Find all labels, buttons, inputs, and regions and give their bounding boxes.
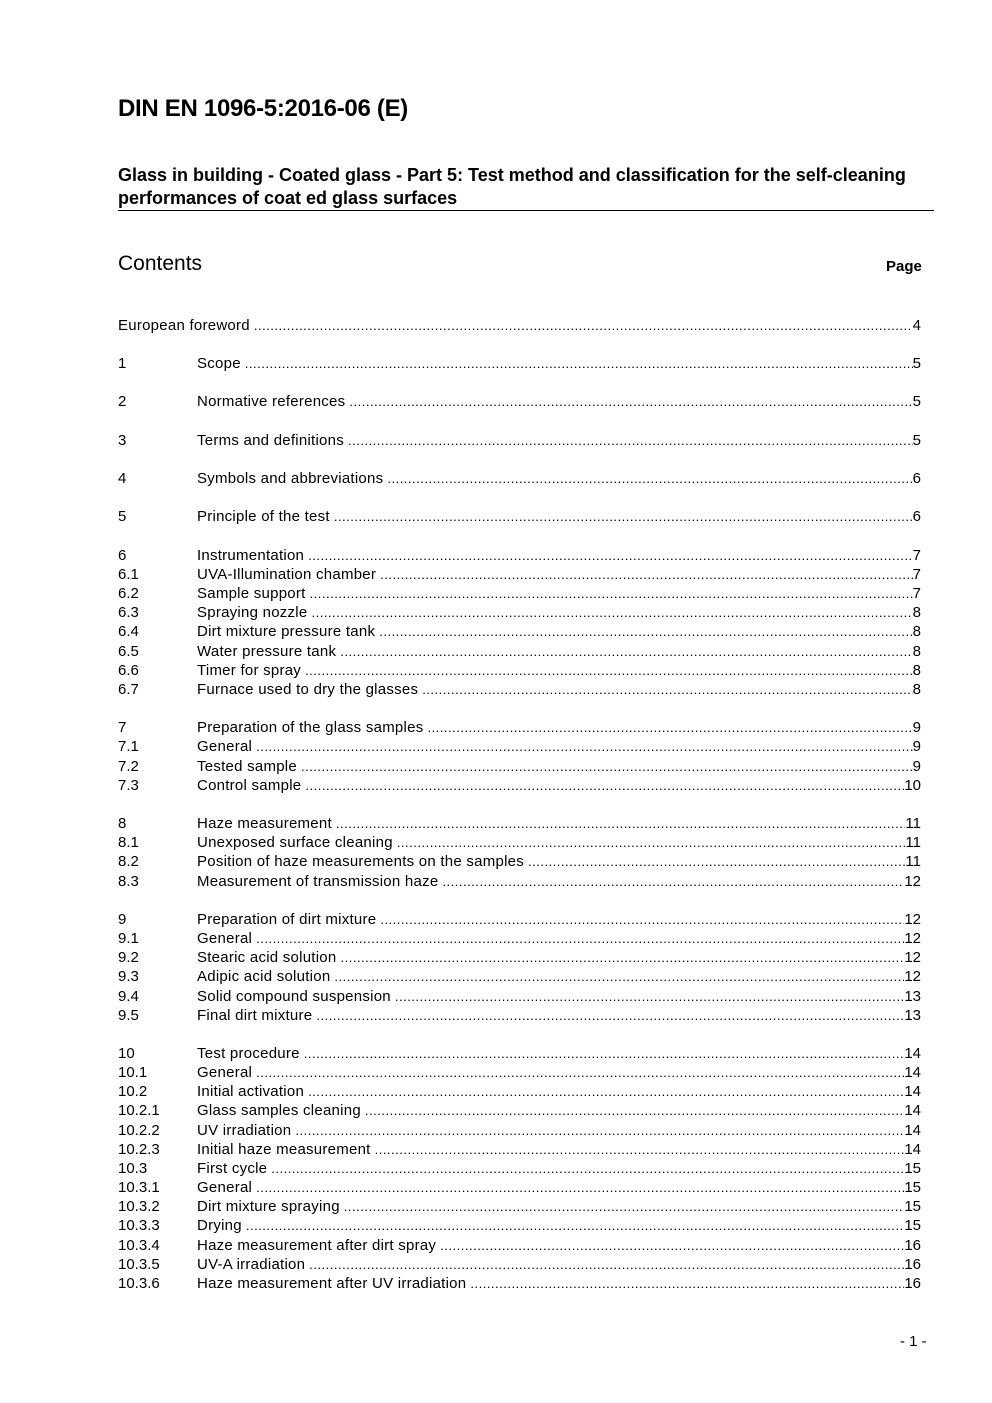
toc-entry-title: Measurement of transmission haze (197, 873, 439, 890)
toc-dot-leader (422, 680, 912, 699)
toc-entry-page: 8 (912, 643, 921, 660)
toc-entry-page: 15 (904, 1198, 921, 1215)
toc-entry-title: Sample support (197, 585, 306, 602)
toc-entry-title: General (197, 738, 253, 755)
toc-entry-title: UV irradiation (197, 1122, 292, 1139)
toc-entry (118, 1082, 921, 1101)
toc-entry-page: 7 (912, 547, 921, 564)
toc-entry-title: Final dirt mixture (197, 1007, 313, 1024)
toc-entry-title: General (197, 1179, 253, 1196)
toc-entry-page: 14 (904, 1064, 921, 1081)
toc-dot-leader (427, 718, 912, 737)
toc-entry-number: 4 (118, 470, 127, 487)
toc-dot-leader (470, 1274, 904, 1293)
toc-entry-page: 14 (904, 1102, 921, 1119)
toc-entry-title: Principle of the test (197, 508, 330, 525)
toc-entry-title: Preparation of the glass samples (197, 719, 424, 736)
toc-entry-number: 9.1 (118, 930, 139, 947)
toc-entry (118, 431, 921, 450)
toc-entry-page: 9 (912, 738, 921, 755)
toc-entry-title: European foreword (118, 317, 250, 334)
toc-entry (118, 584, 921, 603)
toc-entry-title: Drying (197, 1217, 242, 1234)
toc-entry-number: 9 (118, 911, 127, 928)
toc-entry-number: 10.3.4 (118, 1237, 160, 1254)
toc-dot-leader (271, 1159, 904, 1178)
toc-entry (118, 546, 921, 565)
toc-entry-number: 6.7 (118, 681, 139, 698)
toc-dot-leader (254, 316, 913, 335)
toc-entry (118, 737, 921, 756)
title-underline (118, 210, 934, 211)
toc-entry (118, 1159, 921, 1178)
toc-dot-leader (365, 1101, 904, 1120)
toc-entry-number: 9.3 (118, 968, 139, 985)
toc-entry (118, 1255, 921, 1274)
toc-entry-title: Terms and definitions (197, 432, 344, 449)
toc-entry-title: Water pressure tank (197, 643, 337, 660)
toc-entry-number: 10.3.5 (118, 1256, 160, 1273)
toc-entry (118, 948, 921, 967)
document-id: DIN EN 1096-5:2016-06 (E) (118, 95, 408, 122)
toc-entry-page: 11 (905, 853, 921, 870)
toc-entry-page: 8 (912, 662, 921, 679)
toc-dot-leader (380, 565, 913, 584)
toc-entry-page: 5 (912, 393, 921, 410)
toc-entry (118, 661, 921, 680)
toc-entry-number: 8.2 (118, 853, 139, 870)
toc-entry-title: UV-A irradiation (197, 1256, 306, 1273)
toc-entry-number: 10.1 (118, 1064, 148, 1081)
toc-dot-leader (305, 661, 913, 680)
toc-entry-page: 12 (904, 911, 921, 928)
toc-dot-leader (308, 546, 913, 565)
toc-dot-leader (309, 1255, 904, 1274)
toc-entry-title: Test procedure (197, 1045, 300, 1062)
toc-dot-leader (256, 929, 904, 948)
toc-entry-title: Haze measurement (197, 815, 332, 832)
toc-entry (118, 1140, 921, 1159)
toc-entry-number: 9.5 (118, 1007, 139, 1024)
toc-dot-leader (304, 1044, 905, 1063)
toc-entry-title: Haze measurement after UV irradiation (197, 1275, 467, 1292)
toc-entry-page: 8 (912, 681, 921, 698)
toc-entry-title: Unexposed surface cleaning (197, 834, 393, 851)
toc-entry-title: Glass samples cleaning (197, 1102, 361, 1119)
toc-entry (118, 757, 921, 776)
toc-entry-number: 7.3 (118, 777, 139, 794)
toc-entry-page: 14 (904, 1122, 921, 1139)
toc-dot-leader (528, 852, 905, 871)
toc-entry-number: 10.2 (118, 1083, 148, 1100)
toc-entry-number: 6.3 (118, 604, 139, 621)
toc-entry-page: 16 (904, 1275, 921, 1292)
toc-entry (118, 718, 921, 737)
toc-entry-page: 5 (912, 432, 921, 449)
toc-entry (118, 776, 921, 795)
toc-entry-number: 10.3.3 (118, 1217, 160, 1234)
toc-entry-page: 13 (904, 1007, 921, 1024)
toc-entry-page: 15 (904, 1217, 921, 1234)
toc-entry (118, 872, 921, 891)
toc-entry-page: 12 (904, 949, 921, 966)
toc-dot-leader (305, 776, 904, 795)
toc-entry (118, 603, 921, 622)
toc-dot-leader (344, 1197, 905, 1216)
toc-entry-title: Dirt mixture pressure tank (197, 623, 376, 640)
toc-entry-page: 5 (912, 355, 921, 372)
toc-dot-leader (380, 910, 904, 929)
toc-entry-number: 6.6 (118, 662, 139, 679)
toc-dot-leader (316, 1006, 904, 1025)
toc-entry-number: 10.3 (118, 1160, 148, 1177)
toc-entry-page: 7 (912, 585, 921, 602)
toc-dot-leader (440, 1236, 904, 1255)
page-column-label: Page (886, 258, 922, 275)
toc-entry (118, 1101, 921, 1120)
toc-entry-number: 10.2.1 (118, 1102, 160, 1119)
toc-entry (118, 507, 921, 526)
toc-entry-number: 10.3.1 (118, 1179, 160, 1196)
toc-entry-number: 2 (118, 393, 127, 410)
toc-dot-leader (375, 1140, 905, 1159)
toc-entry-page: 4 (912, 317, 921, 334)
toc-entry-number: 6.5 (118, 643, 139, 660)
toc-entry-page: 9 (912, 758, 921, 775)
toc-entry-page: 13 (904, 988, 921, 1005)
toc-entry-title: Scope (197, 355, 241, 372)
toc-entry (118, 1006, 921, 1025)
toc-entry-title: Haze measurement after dirt spray (197, 1237, 437, 1254)
toc-entry-number: 6.2 (118, 585, 139, 602)
toc-entry-page: 7 (912, 566, 921, 583)
toc-entry-number: 9.4 (118, 988, 139, 1005)
toc-entry-title: Normative references (197, 393, 346, 410)
toc-entry-page: 16 (904, 1256, 921, 1273)
toc-entry-title: Adipic acid solution (197, 968, 331, 985)
toc-dot-leader (349, 392, 912, 411)
toc-entry-number: 9.2 (118, 949, 139, 966)
toc-entry (118, 1197, 921, 1216)
toc-entry-title: General (197, 930, 253, 947)
toc-entry-title: Spraying nozzle (197, 604, 308, 621)
toc-dot-leader (246, 1216, 904, 1235)
toc-dot-leader (245, 354, 913, 373)
toc-entry-number: 7.1 (118, 738, 139, 755)
toc-entry (118, 316, 921, 335)
toc-entry-number: 10.3.6 (118, 1275, 160, 1292)
toc-entry-page: 15 (904, 1160, 921, 1177)
toc-entry-page: 14 (904, 1141, 921, 1158)
toc-entry-title: Timer for spray (197, 662, 302, 679)
toc-entry-number: 6.1 (118, 566, 139, 583)
toc-entry-number: 8.1 (118, 834, 139, 851)
toc-entry-number: 1 (118, 355, 127, 372)
toc-entry-title: Position of haze measurements on the samples (197, 853, 525, 870)
toc-entry-page: 9 (912, 719, 921, 736)
toc-entry-number: 6 (118, 547, 127, 564)
toc-dot-leader (336, 814, 906, 833)
toc-entry-number: 3 (118, 432, 127, 449)
toc-dot-leader (301, 757, 913, 776)
toc-entry-number: 10 (118, 1045, 135, 1062)
toc-entry-title: Initial activation (197, 1083, 305, 1100)
toc-entry-title: UVA-Illumination chamber (197, 566, 377, 583)
toc-dot-leader (397, 833, 906, 852)
toc-entry-title: Dirt mixture spraying (197, 1198, 340, 1215)
toc-entry (118, 1044, 921, 1063)
toc-dot-leader (348, 431, 913, 450)
toc-entry-number: 5 (118, 508, 127, 525)
toc-dot-leader (308, 1082, 904, 1101)
toc-entry-title: Furnace used to dry the glasses (197, 681, 419, 698)
toc-entry-page: 12 (904, 930, 921, 947)
toc-dot-leader (442, 872, 904, 891)
toc-entry-page: 10 (904, 777, 921, 794)
toc-entry (118, 1121, 921, 1140)
toc-entry-title: Preparation of dirt mixture (197, 911, 377, 928)
toc-entry (118, 680, 921, 699)
toc-entry-page: 8 (912, 604, 921, 621)
toc-entry (118, 469, 921, 488)
toc-entry-number: 7.2 (118, 758, 139, 775)
toc-dot-leader (311, 603, 912, 622)
toc-entry (118, 642, 921, 661)
toc-entry (118, 929, 921, 948)
toc-entry-title: Stearic acid solution (197, 949, 337, 966)
toc-entry (118, 1236, 921, 1255)
toc-entry (118, 1063, 921, 1082)
toc-entry (118, 967, 921, 986)
toc-entry-page: 8 (912, 623, 921, 640)
toc-dot-leader (310, 584, 913, 603)
toc-entry (118, 852, 921, 871)
toc-entry-page: 11 (905, 834, 921, 851)
toc-entry (118, 354, 921, 373)
toc-dot-leader (340, 642, 912, 661)
toc-entry-title: Symbols and abbreviations (197, 470, 384, 487)
toc-entry-page: 16 (904, 1237, 921, 1254)
toc-entry-number: 10.2.3 (118, 1141, 160, 1158)
toc-dot-leader (256, 1178, 904, 1197)
toc-dot-leader (256, 737, 913, 756)
toc-entry-title: Control sample (197, 777, 302, 794)
contents-heading: Contents (118, 252, 203, 275)
toc-entry (118, 1274, 921, 1293)
toc-entry (118, 392, 921, 411)
toc-entry-title: First cycle (197, 1160, 268, 1177)
toc-entry-page: 15 (904, 1179, 921, 1196)
toc-dot-leader (341, 948, 905, 967)
toc-entry-number: 8.3 (118, 873, 139, 890)
toc-dot-leader (379, 622, 912, 641)
toc-entry-number: 10.2.2 (118, 1122, 160, 1139)
toc-entry (118, 910, 921, 929)
toc-dot-leader (395, 987, 904, 1006)
toc-entry-number: 7 (118, 719, 127, 736)
toc-entry-number: 10.3.2 (118, 1198, 160, 1215)
toc-dot-leader (334, 507, 913, 526)
toc-entry (118, 622, 921, 641)
toc-entry-page: 6 (912, 470, 921, 487)
toc-entry-title: General (197, 1064, 253, 1081)
toc-entry-title: Initial haze measurement (197, 1141, 371, 1158)
document-title: Glass in building - Coated glass - Part 5: Test method and classification for the self-cleaning performances of coat ed glass surfaces (118, 165, 906, 208)
toc-entry-title: Solid compound suspension (197, 988, 391, 1005)
toc-dot-leader (387, 469, 912, 488)
toc-entry-number: 8 (118, 815, 127, 832)
toc-entry-title: Instrumentation (197, 547, 305, 564)
toc-entry (118, 833, 921, 852)
toc-entry-page: 14 (904, 1045, 921, 1062)
toc-entry-page: 6 (912, 508, 921, 525)
toc-entry-page: 12 (904, 968, 921, 985)
toc-entry-title: Tested sample (197, 758, 297, 775)
toc-dot-leader (295, 1121, 904, 1140)
toc-entry (118, 814, 921, 833)
toc-dot-leader (334, 967, 904, 986)
toc-entry-page: 12 (904, 873, 921, 890)
toc-entry (118, 1178, 921, 1197)
toc-entry-page: 11 (905, 815, 921, 832)
toc-entry-page: 14 (904, 1083, 921, 1100)
toc-entry-number: 6.4 (118, 623, 139, 640)
toc-entry (118, 1216, 921, 1235)
footer-page-number: - 1 - (900, 1333, 927, 1350)
toc-entry (118, 987, 921, 1006)
toc-entry (118, 565, 921, 584)
toc-dot-leader (256, 1063, 904, 1082)
